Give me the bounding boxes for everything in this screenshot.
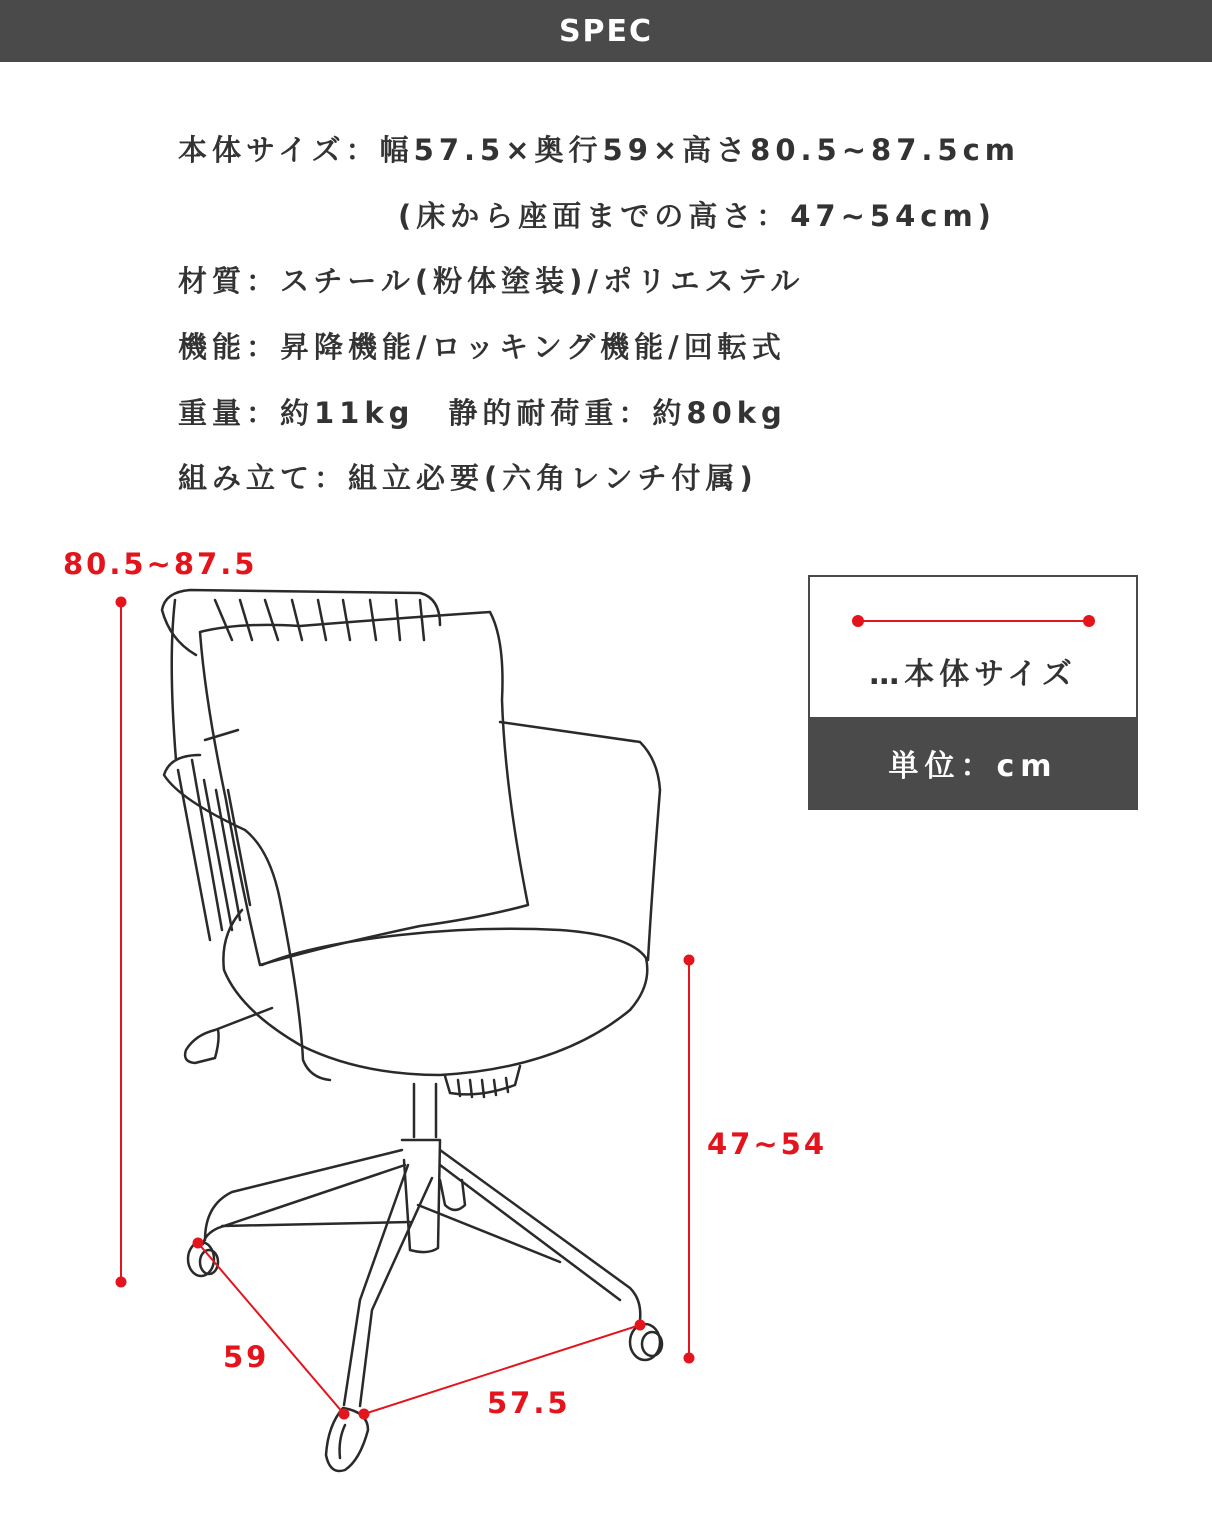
spec-seat-height: (床から座面までの高さ：47~54cm) [398, 199, 996, 233]
armrest-right [500, 722, 660, 960]
spec-assembly: 組み立て：組立必要(六角レンチ付属) [178, 461, 758, 495]
seat-height-label: 47~54 [707, 1127, 828, 1161]
legend-dot-right [1083, 615, 1095, 627]
depth-label: 59 [223, 1340, 270, 1374]
header-title: SPEC [558, 13, 654, 49]
spec-size: 本体サイズ：幅57.5×奥行59×高さ80.5~87.5cm [178, 133, 1020, 167]
chair-line-art [162, 590, 662, 1471]
spec-material: 材質：スチール(粉体塗装)/ポリエステル [178, 264, 805, 298]
spec-function: 機能：昇降機能/ロッキング機能/回転式 [178, 330, 786, 364]
width-label: 57.5 [487, 1386, 571, 1420]
legend-key [810, 577, 1136, 717]
depth-dimension-line [198, 1243, 344, 1414]
cushion-icon [200, 612, 528, 965]
legend-dimension-line [857, 620, 1089, 622]
gas-cylinder [414, 1084, 436, 1137]
total-height-label: 80.5~87.5 [63, 547, 258, 581]
legend-label: …本体サイズ [869, 657, 1077, 692]
legend-unit: 単位：cm [810, 717, 1136, 808]
base-legs [203, 1150, 405, 1244]
legend-dot-left [852, 615, 864, 627]
legend-box [808, 575, 1138, 810]
dimension-lines [116, 597, 695, 1420]
spec-weight: 重量：約11kg 静的耐荷重：約80kg [178, 396, 787, 430]
